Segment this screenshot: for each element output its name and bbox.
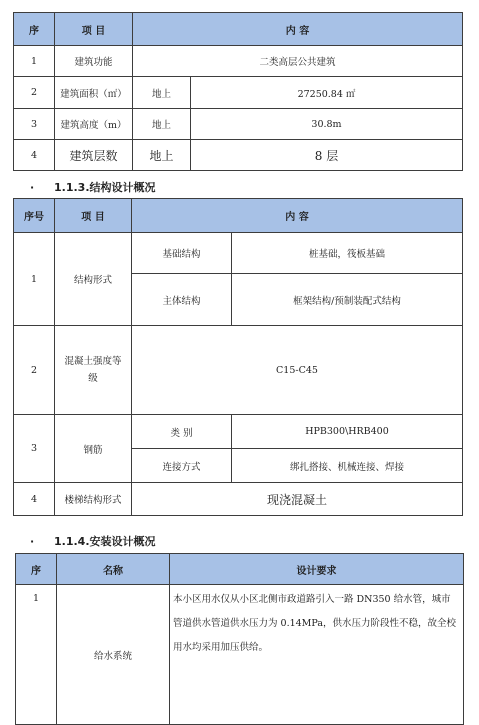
table-row	[14, 140, 463, 171]
table-header-row	[14, 13, 463, 46]
row-content: 27250.84 ㎡	[191, 77, 463, 109]
row-seq: 3	[14, 415, 55, 483]
header-content: 内 容	[132, 199, 463, 233]
installation-design-table	[15, 553, 464, 725]
row-content: 30.8m	[191, 109, 463, 140]
row-sub: 地上	[133, 109, 191, 140]
row-item: 结构形式	[55, 233, 132, 326]
row-item: 钢筋	[55, 415, 132, 483]
row-sub: 主体结构	[132, 274, 232, 326]
row-seq: 2	[14, 326, 55, 415]
header-seq: 序	[14, 13, 55, 46]
table-header-row	[14, 199, 463, 233]
section-title: 1.1.3.结构设计概况	[54, 181, 156, 194]
row-item: 混凝土强度等级	[55, 326, 132, 415]
row-seq: 1	[14, 233, 55, 326]
row-content: 二类高层公共建筑	[133, 46, 463, 77]
header-name: 名称	[57, 554, 170, 585]
row-seq: 3	[14, 109, 55, 140]
table-row	[16, 585, 464, 725]
building-overview-table	[13, 12, 463, 171]
table-row	[14, 109, 463, 140]
table-row	[14, 326, 463, 415]
row-item: 建筑层数	[55, 140, 133, 171]
header-content: 内 容	[133, 13, 463, 46]
row-content: 框架结构/预制装配式结构	[232, 274, 463, 326]
table-row	[14, 77, 463, 109]
table-header-row	[16, 554, 464, 585]
row-seq: 2	[14, 77, 55, 109]
row-content: HPB300\HRB400	[232, 415, 463, 449]
row-sub: 类 别	[132, 415, 232, 449]
header-seq: 序	[16, 554, 57, 585]
table-row	[14, 415, 463, 449]
section-heading-structure	[30, 179, 156, 195]
header-requirement: 设计要求	[170, 554, 464, 585]
row-item: 建筑功能	[55, 46, 133, 77]
row-item: 楼梯结构形式	[55, 483, 132, 516]
row-content: 绑扎搭接、机械连接、焊接	[232, 449, 463, 483]
structure-design-table	[13, 198, 463, 516]
row-item: 建筑面积（㎡）	[55, 77, 133, 109]
row-requirement: 本小区用水仅从小区北侧市政道路引入一路 DN350 给水管，城市管道供水管道供水压力为 0.14MPa，供水压力阶段性不稳，故全校用水均采用加压供给。	[170, 585, 464, 725]
bullet: ·	[30, 535, 35, 548]
bullet: ·	[30, 181, 35, 194]
row-sub: 连接方式	[132, 449, 232, 483]
row-seq: 4	[14, 140, 55, 171]
section-heading-installation	[30, 533, 156, 549]
row-content: C15-C45	[132, 326, 463, 415]
row-sub: 基础结构	[132, 233, 232, 274]
row-content: 8 层	[191, 140, 463, 171]
table-row	[14, 483, 463, 516]
header-seq: 序号	[14, 199, 55, 233]
table-row	[14, 233, 463, 274]
row-sub: 地上	[133, 77, 191, 109]
row-content: 现浇混凝土	[132, 483, 463, 516]
header-item: 项 目	[55, 13, 133, 46]
row-sub: 地上	[133, 140, 191, 171]
row-name: 给水系统	[57, 585, 170, 725]
row-seq: 1	[14, 46, 55, 77]
section-title: 1.1.4.安装设计概况	[54, 535, 156, 548]
row-item: 建筑高度（m）	[55, 109, 133, 140]
row-seq: 1	[16, 585, 57, 725]
header-item: 项 目	[55, 199, 132, 233]
row-seq: 4	[14, 483, 55, 516]
table-row	[14, 46, 463, 77]
row-content: 桩基础，筏板基础	[232, 233, 463, 274]
